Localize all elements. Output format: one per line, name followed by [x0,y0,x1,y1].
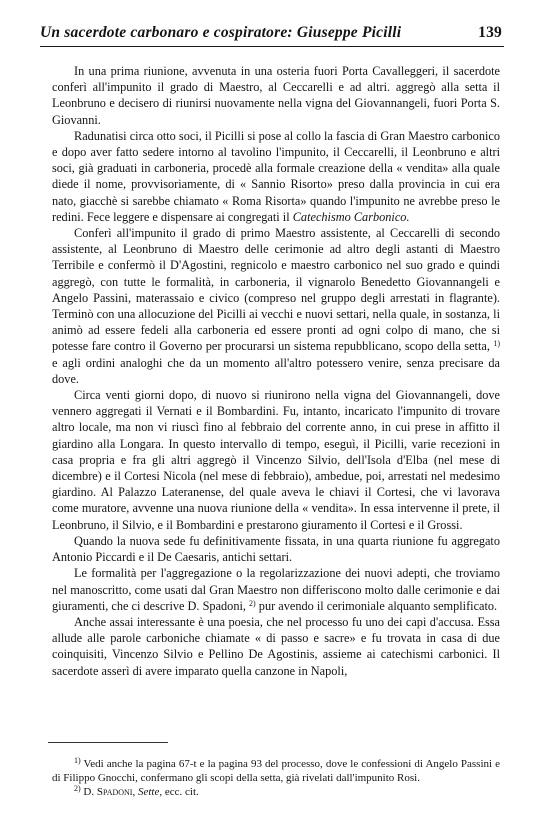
main-text [52,63,500,679]
paragraph-6-tail: pur avendo il cerimoniale alquanto semplificato. [255,598,498,613]
catechismo-title: Catechismo Carbonico. [292,209,410,224]
paragraph-3-text: Conferì all'impunito il grado di primo Maestro assistente, al Ceccarelli di secondo assistente, al Leonbruno di Maestro delle cerimonie ad altro degli astanti di Maestro Terribile e confermò il D'Agostini, regnicolo e maestro carbonico nel suo grado e quindi aggregò, con tutte le formalità, in carboneria, il vignarolo Benedetto Giovannangeli e Angelo Passini, materassaio e civico (compreso nel gruppo degli arrestati in flagrante). Terminò con una allocuzione del Picilli ai vecchi e nuovi settari, nella quale, in sostanza, li animò ad essere fedeli alla carboneria ed essere pronti ad ogni colpo di mano, che si potesse fare contro il Governo per procurarsi un sistema repubblicano, scopo della setta, [52,226,500,354]
page-number: 139 [478,24,502,41]
header-rule [40,46,504,47]
running-title: Un sacerdote carbonaro e cospiratore: Giuseppe Picilli [40,24,402,41]
footnote-2-work: Sette, [137,786,163,799]
footnote-1-mark: 1) [74,756,81,765]
footnote-1-text: Vedi anche la pagina 67-t e la pagina 93 del processo, dove le confessioni di Angelo Passini e di Filippo Gnocchi, confermano gli scopi della setta, già rivelati dall'impunito Rosi. [52,758,500,785]
footnote-2-author: D. Spadoni, [83,786,136,799]
paragraph-2-text: Radunatisi circa otto soci, il Picilli si pose al collo la fascia di Gran Maestro carbonico e dopo aver fatto sedere intorno al tavolino l'impunito, il Ceccarelli, il Leonbruno e altri soci, già graduati in carboneria, procedè alla formale creazione della « vendita» alla quale diede il nome, provvisoriamente, di « Sannio Risorto» preso dalla provincia in cui era nato, giacchè si sarebbe chiamato « Roma Risorta» quando l'impunito ne avrebbe preso le redini. Fece leggere e dispensare ai congregati il [52,128,500,224]
footnote-2 [52,785,500,799]
footnote-ref-1: 1) [493,339,500,349]
footnotes [52,757,500,800]
paragraph-3-tail: e agli ordini analoghi che da un momento all'altro potessero venire, senza precisare da dove. [52,355,500,386]
paragraph-4: Circa venti giorni dopo, di nuovo si riunirono nella vigna del Giovannangeli, dove vennero aggregati il Vernati e il Bombardini. Fu, intanto, incaricato l'impunito di trovare altro locale, ma non vi riuscì fino al febbraio del corrente anno, in cui prese in affitto il giardino alla Longara. In questo intervallo di tempo, eseguì, il Picilli, varie recezioni in casa propria e fra gli altri aggregò il Vincenzo Silvio, dell'Isola d'Elba (nel mese di dicembre) e il Cortesi Nicola (nel mese di febbraio), ambedue, poi, arrestati nel medesimo giardino. Al Palazzo Lateranense, del quale aveva le chiavi il Cortesi, che vi lavorava come muratore, avvenne una nuova riunione della « vendita». In essa intervenne il prete, il Leonbruno, il Silvio, e il Bombardini e prestarono giuramento il Cortesi e il Grossi. [52,388,500,532]
paragraph-2 [52,128,500,225]
footnote-ref-2: 2) [249,598,256,608]
footnote-2-rest: ecc. cit. [164,786,199,799]
paragraph-6-text: Le formalità per l'aggregazione o la regolarizzazione dei nuovi adepti, che troviamo nel manoscritto, come usati dal Gran Maestro non differiscono molto dalle cerimonie e dai giuramenti, che ci descrive D. Spadoni, [52,566,500,613]
footnote-rule [48,742,168,743]
paragraph-6 [52,565,500,614]
paragraph-5: Quando la nuova sede fu definitivamente fissata, in una quarta riunione fu aggregato Antonio Piccardi e il De Caesaris, antichi settari. [52,533,500,565]
paragraph-3 [52,225,500,387]
running-header [40,24,502,44]
footnote-2-mark: 2) [74,784,81,794]
footnote-1 [52,757,500,785]
paragraph-7: Anche assai interessante è una poesia, che nel processo fu uno dei capi d'accusa. Essa allude alle parole carboniche chiamate « di passo e sacre» e fu trovata in casa di due coinquisiti, Vincenzo Silvio e Pellino De Agostinis, assieme ai catechismi carbonici. Il sacerdote asserì di avere imparato quella canzone in Napoli, [52,614,500,678]
paragraph-1: In una prima riunione, avvenuta in una osteria fuori Porta Cavalleggeri, il sacerdote conferì all'impunito il grado di Maestro, al Ceccarelli e ad altri. aggregò alla setta il Leonbruno e decisero di riunirsi nuovamente nella vigna del Giovannangeli, fuori Porta S. Giovanni. [52,64,500,127]
